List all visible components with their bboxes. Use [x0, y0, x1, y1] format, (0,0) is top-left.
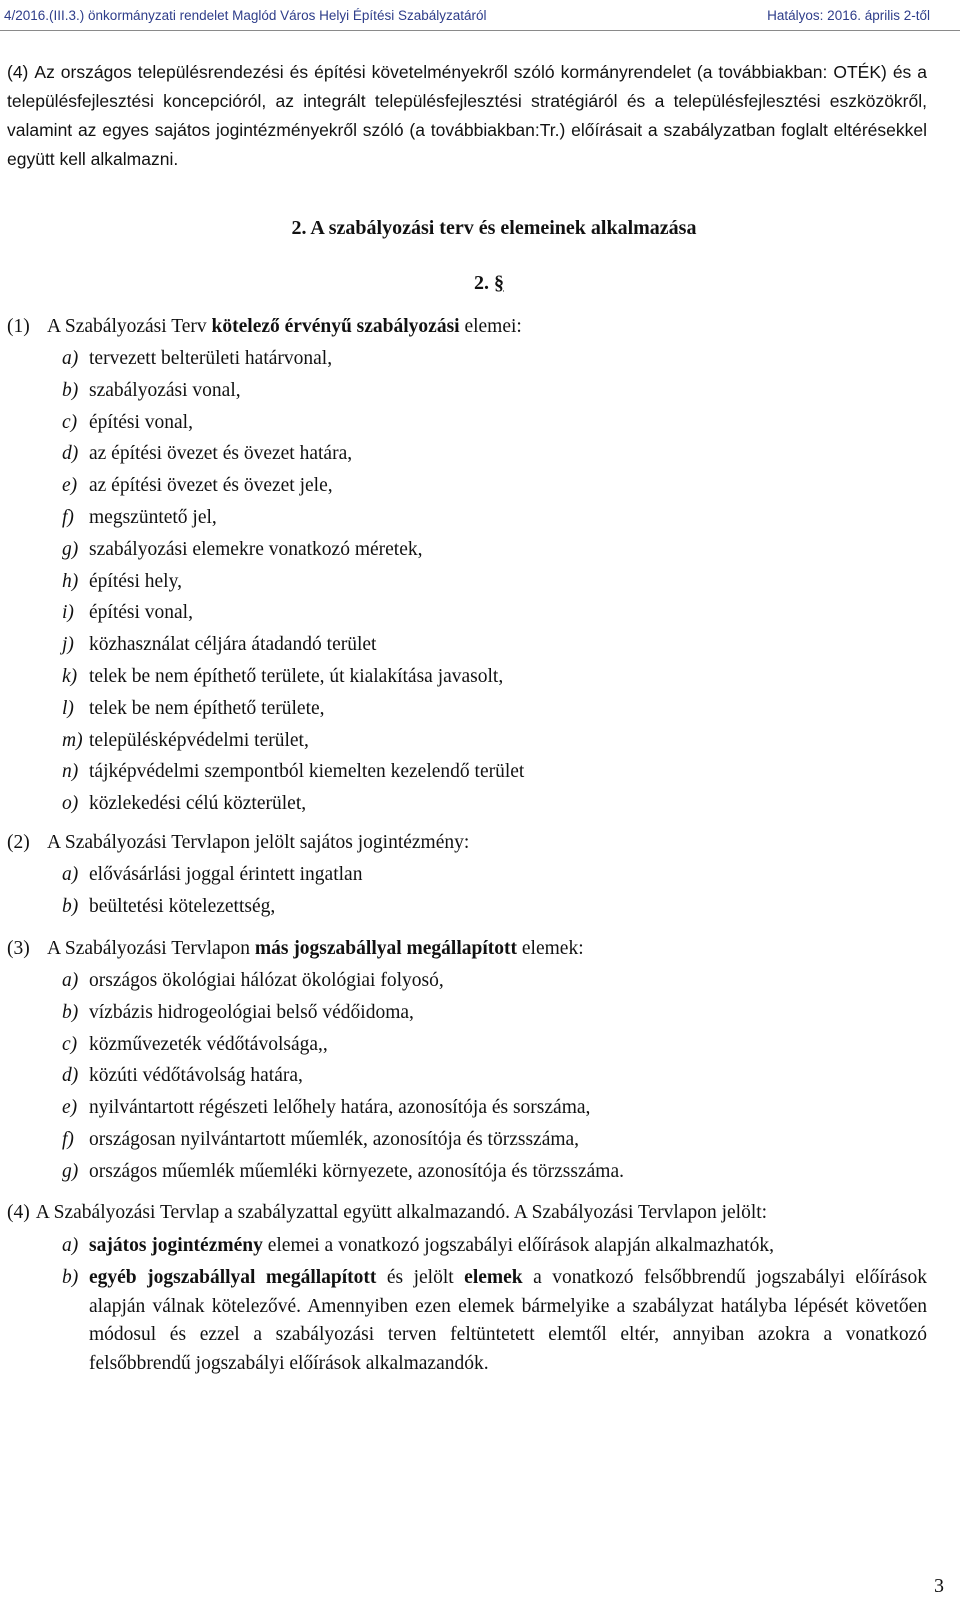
item-text: közhasználat céljára átadandó terület: [89, 634, 377, 656]
item-letter: j): [62, 634, 74, 656]
page-header: [0, 0, 960, 30]
paragraph-2-text: A Szabályozási Tervlapon jelölt sajátos jogintézmény:: [47, 832, 470, 853]
item-a-bold: sajátos jogintézmény: [89, 1234, 263, 1256]
list-item: [7, 1060, 927, 1092]
paragraph-1-trail: elemei:: [459, 316, 522, 337]
item-letter: e): [62, 1097, 78, 1119]
item-letter: d): [62, 443, 79, 465]
paragraph-3-head: [7, 933, 927, 965]
item-text: telek be nem építhető területe, út kialakítása javasolt,: [89, 665, 504, 687]
list-item: [7, 534, 927, 566]
item-text: építési vonal,: [89, 411, 193, 433]
item-text: elővásárlási joggal érintett ingatlan: [89, 864, 363, 885]
list-item: [7, 859, 927, 891]
item-text: közművezeték védőtávolsága,,: [89, 1033, 328, 1055]
item-letter: f): [62, 1128, 74, 1150]
item-letter: n): [62, 761, 79, 783]
item-letter: i): [62, 602, 74, 624]
item-letter: d): [62, 1065, 79, 1087]
item-text: településképvédelmi terület,: [89, 729, 309, 751]
section-title: 2. A szabályozási terv és elemeinek alkalmazása: [291, 217, 697, 239]
item-text: beültetési kötelezettség,: [89, 895, 276, 917]
paragraph-1-bold: kötelező érvényű szabályozási: [211, 316, 460, 337]
paragraph-3-lead: A Szabályozási Tervlapon: [47, 938, 255, 959]
item-letter: h): [62, 570, 79, 592]
list-item: [7, 756, 927, 788]
item-letter: g): [62, 1160, 79, 1182]
list-item: [7, 629, 927, 661]
paragraph-1-list: [7, 343, 927, 820]
item-letter: a): [62, 970, 79, 991]
intro-paragraph: [7, 58, 927, 174]
paragraph-number: 2.: [474, 272, 489, 294]
item-letter: f): [62, 506, 74, 528]
paragraph-2-head: [7, 827, 927, 859]
intro-text: Az országos településrendezési és építési követelményekről szóló kormányrendelet (a továbbiakban: OTÉK) és a településfejlesztési koncepcióról, az integrált településfejlesztési stratégiáról és a településfejlesztési eszközökről, valamint az egyes sajátos jogintézményekről szóló (a továbbiakban:Tr.) előírásait a szabályzatban foglalt eltérésekkel együtt kell alkalmazni.: [7, 62, 927, 169]
item-text: tájképvédelmi szempontból kiemelten kezelendő terület: [89, 761, 525, 783]
item-text: közlekedési célú közterület,: [89, 793, 307, 815]
item-text: vízbázis hidrogeológiai belső védőidoma,: [89, 1001, 414, 1023]
paragraph-2-list: [7, 859, 927, 923]
list-item: [7, 1029, 927, 1061]
section-sign: §: [494, 272, 504, 294]
paragraph-4-item-b: [7, 1264, 927, 1378]
paragraph-3-trail: elemek:: [517, 938, 584, 959]
list-item: [7, 502, 927, 534]
list-item: [7, 1156, 927, 1188]
list-item: [7, 965, 927, 997]
item-letter: b): [62, 1267, 79, 1288]
list-item: [7, 407, 927, 439]
item-b-text-1: és jelölt: [376, 1267, 465, 1288]
header-document-title: 4/2016.(III.3.) önkormányzati rendelet Maglód Város Helyi Építési Szabályzatáról: [4, 8, 487, 23]
item-letter: e): [62, 475, 78, 497]
item-letter: o): [62, 793, 79, 815]
item-b-bold-1: egyéb jogszabállyal megállapított: [89, 1267, 377, 1288]
item-text: építési vonal,: [89, 602, 193, 624]
item-letter: g): [62, 538, 79, 560]
list-item: [7, 1124, 927, 1156]
paragraph-1: [7, 311, 927, 820]
header-divider: [0, 30, 960, 31]
item-b-bold-2: elemek: [464, 1267, 523, 1288]
list-item: [7, 788, 927, 820]
item-letter: c): [62, 411, 78, 433]
intro-number: (4): [7, 62, 29, 82]
list-item: [7, 375, 927, 407]
list-item: [7, 891, 927, 923]
item-letter: b): [62, 1001, 79, 1023]
item-text: telek be nem építhető területe,: [89, 697, 325, 719]
list-item: [7, 997, 927, 1029]
paragraph-4-item-a: [7, 1232, 927, 1261]
paragraph-3: [7, 933, 927, 1188]
item-text: nyilvántartott régészeti lelőhely határa, azonosítója és sorszáma,: [89, 1097, 591, 1119]
item-text: építési hely,: [89, 570, 182, 592]
paragraph-4-text: A Szabályozási Tervlap a szabályzattal együtt alkalmazandó. A Szabályozási Tervlapon jelölt:: [35, 1202, 768, 1223]
item-a-text: elemei a vonatkozó jogszabályi előírások alapján alkalmazhatók,: [262, 1234, 774, 1256]
item-letter: a): [62, 1234, 79, 1256]
item-text: országos ökológiai hálózat ökológiai folyosó,: [89, 970, 444, 991]
list-item: [7, 1092, 927, 1124]
list-item: [7, 725, 927, 757]
item-text: országos műemlék műemléki környezete, azonosítója és törzsszáma.: [89, 1160, 624, 1182]
item-text: szabályozási vonal,: [89, 379, 241, 401]
item-letter: k): [62, 665, 78, 687]
item-text: az építési övezet és övezet jele,: [89, 475, 333, 497]
paragraph-1-lead: A Szabályozási Terv: [47, 316, 212, 337]
list-item: [7, 470, 927, 502]
paragraph-4: [7, 1199, 927, 1378]
item-letter: b): [62, 895, 79, 917]
item-text: megszüntető jel,: [89, 506, 217, 528]
paragraph-1-head: [7, 311, 927, 343]
item-text: országosan nyilvántartott műemlék, azonosítója és törzsszáma,: [89, 1128, 580, 1150]
paragraph-2: [7, 827, 927, 923]
item-text: tervezett belterületi határvonal,: [89, 348, 333, 369]
item-letter: m): [62, 729, 83, 751]
paragraph-2-number: (2): [7, 832, 30, 853]
paragraph-3-list: [7, 965, 927, 1188]
item-letter: a): [62, 864, 79, 885]
item-letter: c): [62, 1033, 78, 1055]
item-letter: l): [62, 697, 74, 719]
item-text: szabályozási elemekre vonatkozó méretek,: [89, 538, 423, 560]
item-text: az építési övezet és övezet határa,: [89, 443, 353, 465]
header-effective-date: Hatályos: 2016. április 2-től: [767, 8, 930, 23]
item-letter: b): [62, 379, 79, 401]
list-item: [7, 693, 927, 725]
list-item: [7, 438, 927, 470]
paragraph-3-bold: más jogszabállyal megállapított: [254, 938, 518, 959]
paragraph-1-number: (1): [7, 316, 30, 337]
paragraph-3-number: (3): [7, 938, 30, 959]
item-b-text-2: a vonatkozó felsőbbrendű jogszabályi előírások alapján válnak kötelezővé. Amennyiben ezen elemek bármelyike a szabályzat hatályba lépését követően módosul és ezzel a szabályozási terven feltüntetett elemtől eltér, annyiban azokra a vonatkozó felsőbbrendű jogszabályi előírások alkalmazandók.: [89, 1267, 927, 1374]
list-item: [7, 661, 927, 693]
paragraph-4-head: [7, 1199, 927, 1228]
paragraph-title: [0, 272, 960, 295]
list-item: [7, 566, 927, 598]
item-letter: a): [62, 348, 79, 369]
list-item: [7, 343, 927, 375]
page-number: 3: [934, 1575, 944, 1597]
item-text: közúti védőtávolság határa,: [89, 1065, 303, 1087]
paragraph-4-number: (4): [7, 1202, 30, 1223]
list-item: [7, 597, 927, 629]
